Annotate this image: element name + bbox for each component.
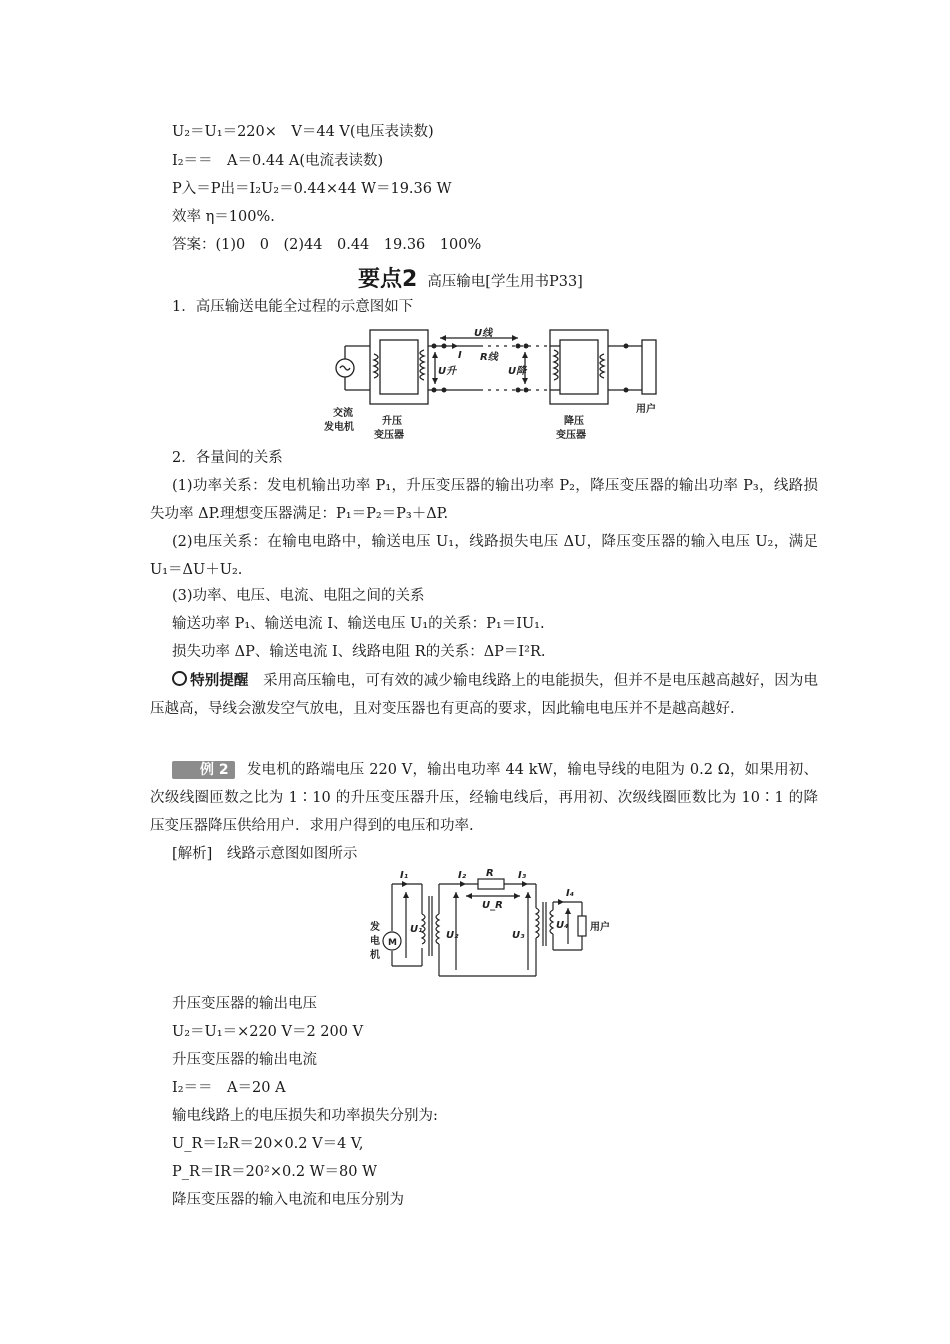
- answer-line: 答案：(1)0 0 (2)44 0.44 19.36 100%: [172, 237, 482, 253]
- calc-line: U₂＝U₁＝220× V＝44 V(电压表读数): [172, 124, 434, 140]
- r-label: R: [486, 868, 494, 879]
- paragraph: 输送功率 P₁、输送电流 I、输送电压 U₁的关系：P₁＝IU₁.: [172, 616, 545, 632]
- remark-icon: [172, 671, 187, 686]
- u-up-label: U升: [438, 366, 457, 377]
- example-block: [150, 756, 818, 840]
- item-title: 2．各量间的关系: [172, 450, 283, 466]
- item-title: 1．高压输送电能全过程的示意图如下: [172, 299, 414, 315]
- u2-label: U₂: [446, 930, 459, 941]
- user-label: 用户: [636, 404, 656, 415]
- i1-label: I₁: [400, 870, 409, 881]
- calc-line: 升压变压器的输出电流: [172, 1052, 317, 1068]
- generator-char: 发: [370, 922, 380, 933]
- calc-line: I₂＝＝ A＝20 A: [172, 1080, 286, 1096]
- paragraph: (1)功率关系：发电机输出功率 P₁，升压变压器的输出功率 P₂，降压变压器的输出功率 P₃，线路损失功率 ΔP.理想变压器满足：P₁＝P₂＝P₃＋ΔP.: [150, 478, 818, 522]
- stepdown-label: 变压器: [556, 430, 586, 441]
- calc-line: P入＝P出＝I₂U₂＝0.44×44 W＝19.36 W: [172, 181, 452, 197]
- calc-line: U_R＝I₂R＝20×0.2 V＝4 V,: [172, 1136, 364, 1152]
- u1-label: U₁: [410, 924, 423, 935]
- stepup-label: 变压器: [374, 430, 404, 441]
- section-number: 要点2: [358, 267, 418, 292]
- calc-line: 效率 η＝100%.: [172, 209, 275, 225]
- remark-label: 特别提醒: [190, 673, 249, 689]
- r-line-label: R线: [480, 352, 498, 363]
- u3-label: U₃: [512, 930, 525, 941]
- remark-text: 采用高压输电，可有效的减少输电线路上的电能损失，但并不是电压越高越好，因为电压越高，导线会激发空气放电，且对变压器也有更高的要求，因此输电电压并不是越高越好.: [150, 673, 819, 717]
- calc-line: U₂＝U₁＝×220 V＝2 200 V: [172, 1024, 364, 1040]
- example-text: 发电机的路端电压 220 V，输出电功率 44 kW，输电导线的电阻为 0.2 Ω，如果用初、次级线圈匝数之比为 1∶10 的升压变压器升压，经输电线后，再用初、次级线圈匝数比为 10∶1 的降压变压器降压供给用户．求用户得到的电压和功率.: [150, 762, 818, 834]
- u-down-label: U降: [508, 366, 527, 377]
- motor-label: M: [388, 938, 397, 948]
- generator-label: 发电机: [324, 422, 354, 433]
- calc-line: 输电线路上的电压损失和功率损失分别为:: [172, 1108, 438, 1124]
- special-remark: [150, 667, 818, 723]
- i2-label: I₂: [458, 870, 467, 881]
- paragraph: (3)功率、电压、电流、电阻之间的关系: [172, 588, 425, 604]
- ur-label: U_R: [482, 900, 503, 911]
- stepup-label: 升压: [382, 416, 402, 427]
- i3-label: I₃: [518, 870, 527, 881]
- generator-char: 电: [370, 936, 380, 947]
- u-line-label: U线: [474, 328, 493, 339]
- paragraph: (2)电压关系：在输电电路中，输送电压 U₁，线路损失电压 ΔU，降压变压器的输入电压 U₂，满足 U₁＝ΔU＋U₂.: [150, 534, 818, 578]
- transmission-diagram: [324, 326, 670, 446]
- calc-line: P_R＝IR＝20²×0.2 W＝80 W: [172, 1164, 378, 1180]
- generator-label: 交流: [333, 408, 353, 419]
- example-label: 例 2: [172, 761, 235, 779]
- circuit-diagram: [360, 866, 630, 984]
- i4-label: I₄: [566, 888, 575, 899]
- section-title: 高压输电[学生用书P33]: [427, 274, 583, 290]
- calc-line: 升压变压器的输出电压: [172, 996, 317, 1012]
- i-label: I: [458, 350, 462, 361]
- section-heading: [358, 262, 583, 293]
- stepdown-label: 降压: [564, 416, 584, 427]
- user-label: 用户: [590, 922, 610, 933]
- calc-line: 降压变压器的输入电流和电压分别为: [172, 1192, 404, 1208]
- generator-char: 机: [370, 950, 380, 961]
- paragraph: 损失功率 ΔP、输送电流 I、线路电阻 R的关系：ΔP＝I²R.: [172, 644, 546, 660]
- calc-line: I₂＝＝ A＝0.44 A(电流表读数): [172, 153, 384, 169]
- u4-label: U₄: [556, 920, 569, 931]
- analysis-line: [解析] 线路示意图如图所示: [172, 846, 358, 862]
